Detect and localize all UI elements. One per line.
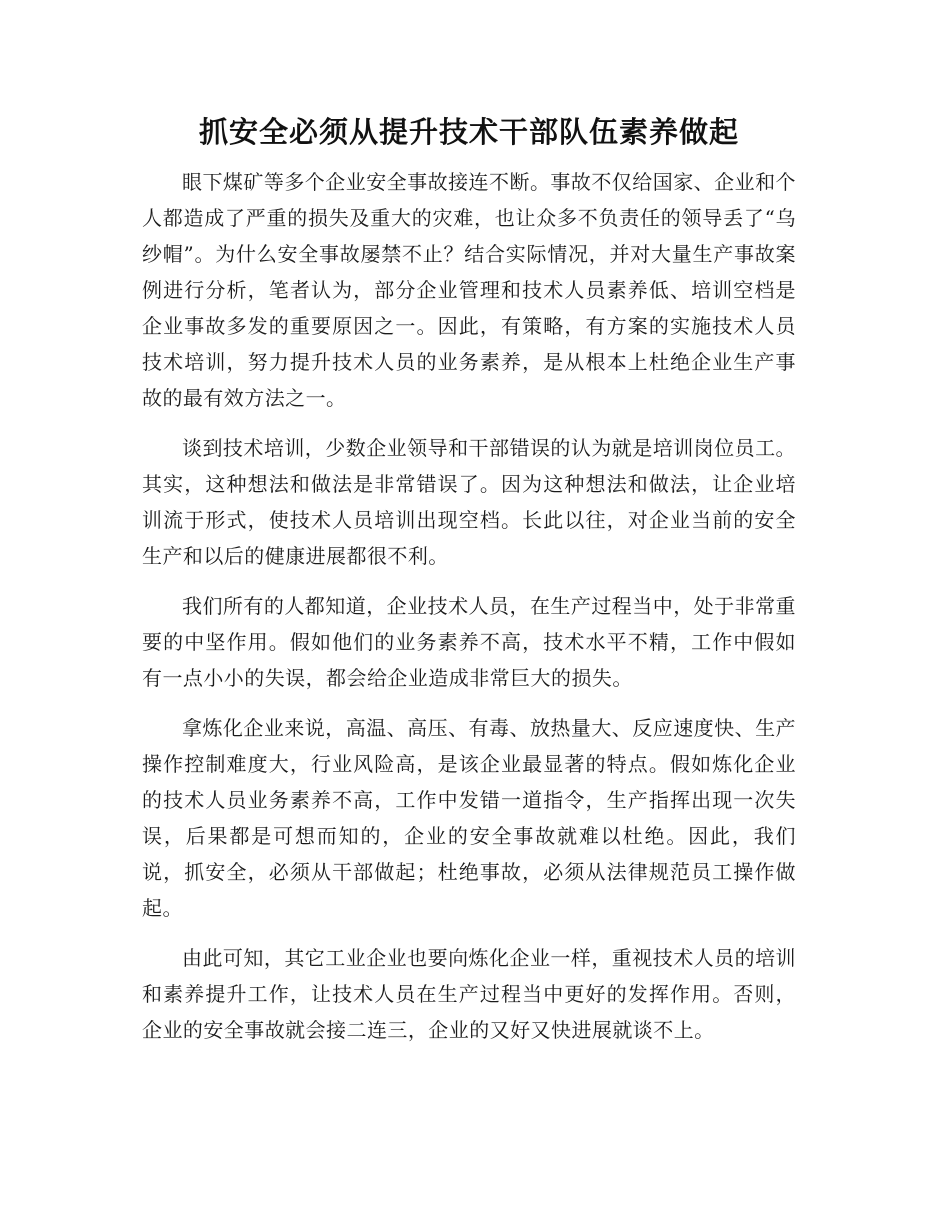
document-page (142, 108, 796, 1062)
paragraph-2: 谈到技术培训，少数企业领导和干部错误的认为就是培训岗位员工。其实，这种想法和做法是非常错误了。因为这种想法和做法，让企业培训流于形式，使技术人员培训出现空档。长此以往，对企业当前的安全生产和以后的健康进展都很不利。 (142, 436, 796, 568)
paragraph-1: 眼下煤矿等多个企业安全事故接连不断。事故不仅给国家、企业和个人都造成了严重的损失及重大的灾难，也让众多不负责任的领导丢了“乌纱帽”。为什么安全事故屡禁不止？结合实际情况，并对大量生产事故案例进行分析，笔者认为，部分企业管理和技术人员素养低、培训空档是企业事故多发的重要原因之一。因此，有策略，有方案的实施技术人员技术培训，努力提升技术人员的业务素养，是从根本上杜绝企业生产事故的最有效方法之一。 (142, 170, 796, 410)
paragraph-3: 我们所有的人都知道，企业技术人员，在生产过程当中，处于非常重要的中坚作用。假如他们的业务素养不高，技术水平不精，工作中假如有一点小小的失误，都会给企业造成非常巨大的损失。 (142, 594, 796, 690)
paragraph-4: 拿炼化企业来说，高温、高压、有毒、放热量大、反应速度快、生产操作控制难度大，行业风险高，是该企业最显著的特点。假如炼化企业的技术人员业务素养不高，工作中发错一道指令，生产指挥出现一次失误，后果都是可想而知的，企业的安全事故就难以杜绝。因此，我们说，抓安全，必须从干部做起；杜绝事故，必须从法律规范员工操作做起。 (142, 716, 796, 920)
document-body (142, 164, 796, 1048)
document-title: 抓安全必须从提升技术干部队伍素养做起 (198, 115, 739, 149)
paragraph-5: 由此可知，其它工业企业也要向炼化企业一样，重视技术人员的培训和素养提升工作，让技术人员在生产过程当中更好的发挥作用。否则，企业的安全事故就会接二连三，企业的又好又快进展就谈不上。 (142, 946, 796, 1042)
